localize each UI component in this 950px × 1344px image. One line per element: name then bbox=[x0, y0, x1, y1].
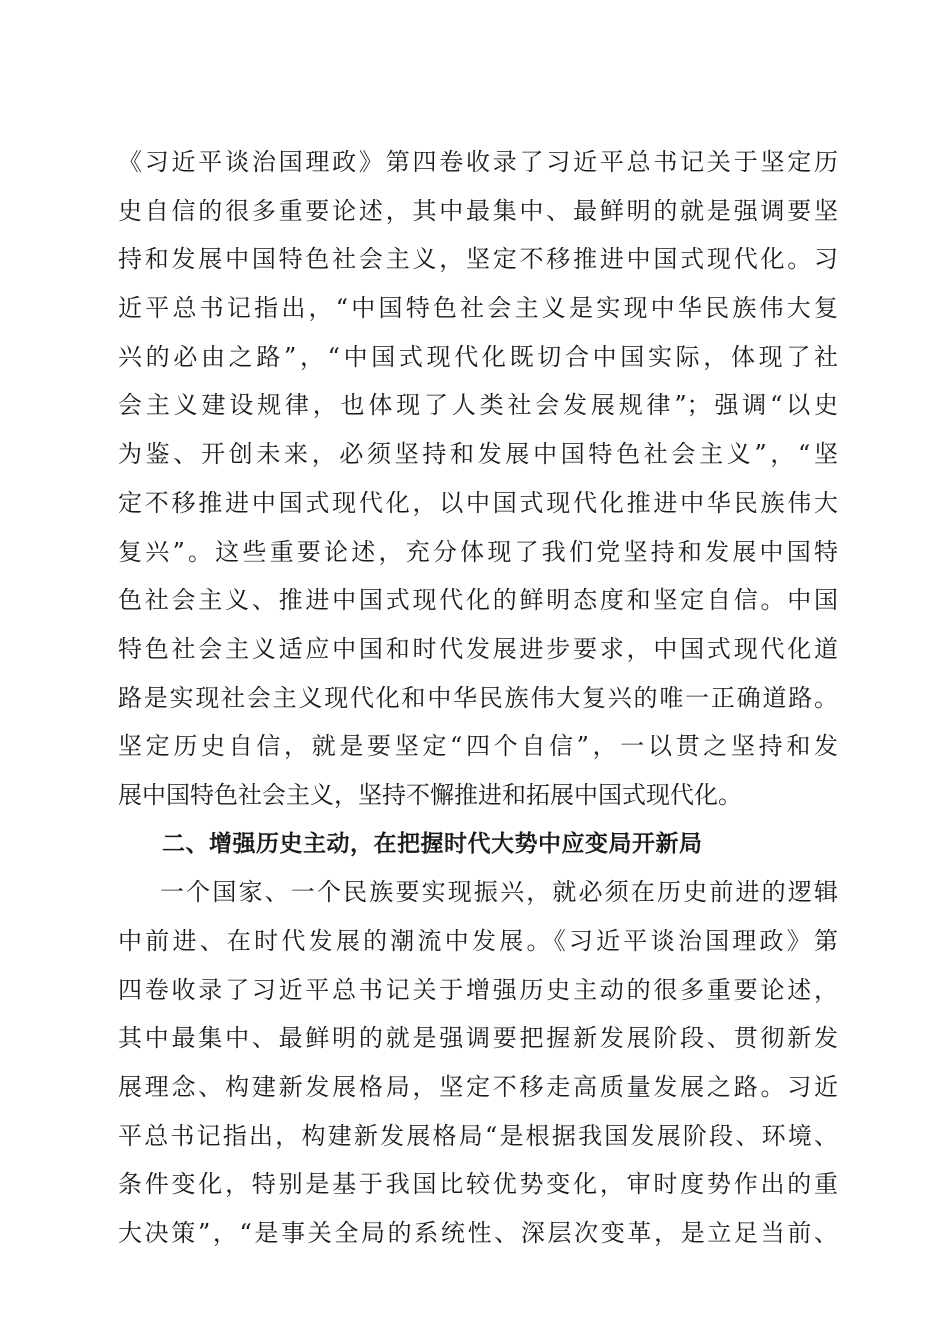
text-line: 四卷收录了习近平总书记关于增强历史主动的很多重要论述， bbox=[118, 975, 838, 1004]
text-line: 中前进、在时代发展的潮流中发展。《习近平谈治国理政》第 bbox=[118, 927, 838, 955]
document-body bbox=[118, 138, 838, 1258]
text-line: 大决策”，“是事关全局的系统性、深层次变革，是立足当前、 bbox=[118, 1219, 838, 1248]
text-line: 为鉴、开创未来，必须坚持和发展中国特色社会主义”，“坚 bbox=[118, 440, 838, 469]
paragraph-2 bbox=[118, 868, 838, 1258]
text-line: 《习近平谈治国理政》第四卷收录了习近平总书记关于坚定历 bbox=[118, 148, 838, 176]
text-line: 兴的必由之路”，“中国式现代化既切合中国实际，体现了社 bbox=[118, 342, 838, 371]
text-line: 持和发展中国特色社会主义，坚定不移推进中国式现代化。习 bbox=[118, 245, 838, 274]
text-line: 一个国家、一个民族要实现振兴，就必须在历史前进的逻辑 bbox=[160, 878, 838, 907]
paragraph-1 bbox=[118, 138, 838, 820]
text-line: 定不移推进中国式现代化，以中国式现代化推进中华民族伟大 bbox=[118, 488, 838, 517]
text-line: 路是实现社会主义现代化和中华民族伟大复兴的唯一正确道路。 bbox=[118, 683, 838, 712]
text-line: 会主义建设规律，也体现了人类社会发展规律”；强调“以史 bbox=[118, 391, 838, 420]
text-line: 复兴”。这些重要论述，充分体现了我们党坚持和发展中国特 bbox=[118, 537, 838, 566]
text-line: 史自信的很多重要论述，其中最集中、最鲜明的就是强调要坚 bbox=[118, 196, 838, 225]
text-line: 条件变化，特别是基于我国比较优势变化，审时度势作出的重 bbox=[118, 1170, 838, 1199]
text-line: 特色社会主义适应中国和时代发展进步要求，中国式现代化道 bbox=[118, 634, 838, 663]
section-heading: 二、增强历史主动，在把握时代大势中应变局开新局 bbox=[162, 830, 703, 857]
text-line: 展中国特色社会主义，坚持不懈推进和拓展中国式现代化。 bbox=[118, 780, 742, 809]
text-line: 色社会主义、推进中国式现代化的鲜明态度和坚定自信。中国 bbox=[118, 586, 838, 615]
text-line: 坚定历史自信，就是要坚定“四个自信”，一以贯之坚持和发 bbox=[118, 732, 838, 761]
text-line: 展理念、构建新发展格局，坚定不移走高质量发展之路。习近 bbox=[118, 1073, 838, 1102]
text-line: 平总书记指出，构建新发展格局“是根据我国发展阶段、环境、 bbox=[118, 1121, 838, 1150]
text-line: 近平总书记指出，“中国特色社会主义是实现中华民族伟大复 bbox=[118, 294, 838, 323]
text-line: 其中最集中、最鲜明的就是强调要把握新发展阶段、贯彻新发 bbox=[118, 1024, 838, 1053]
